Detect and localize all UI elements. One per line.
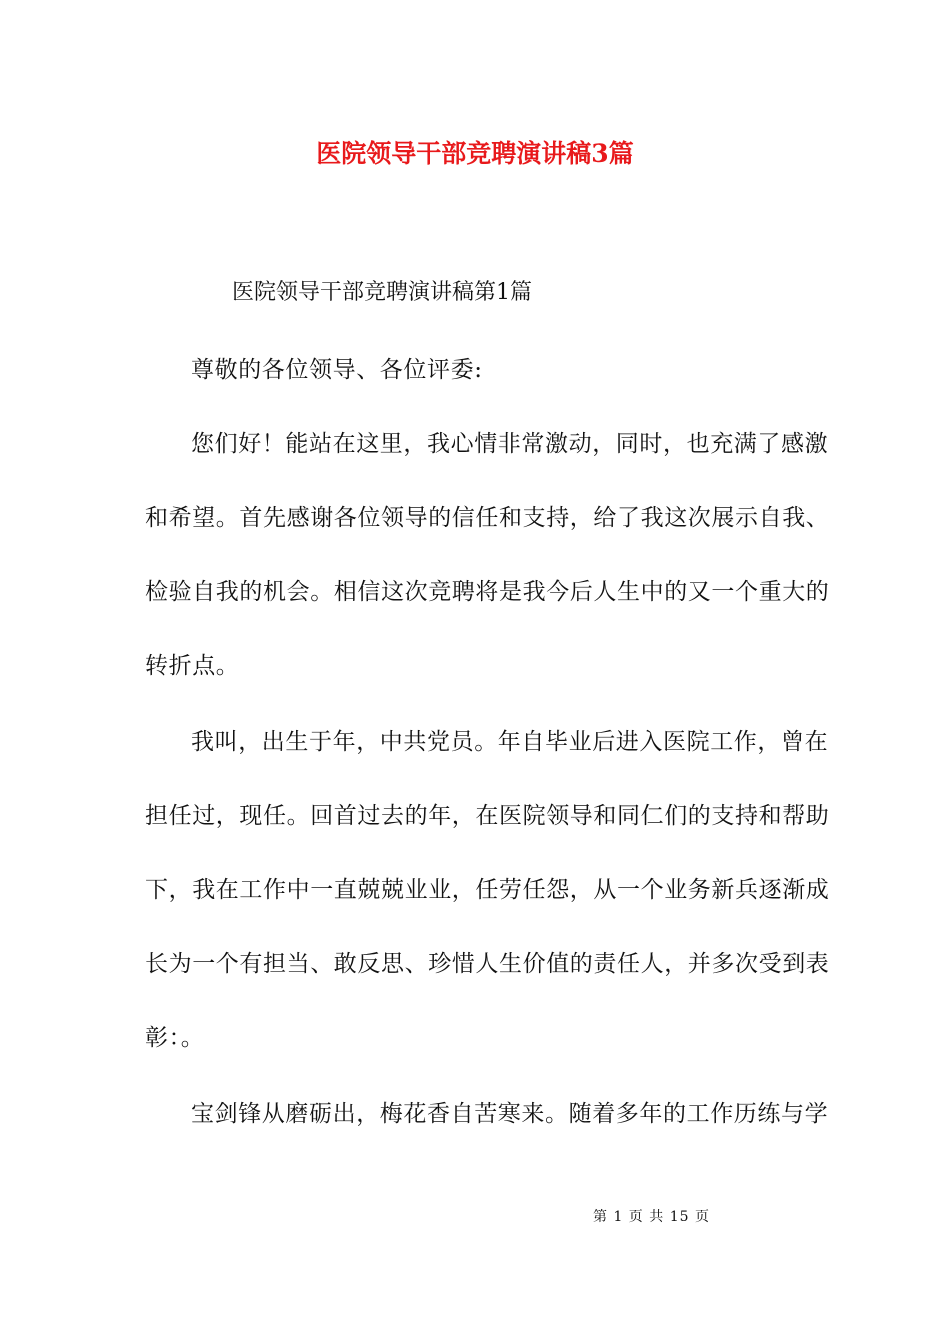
body-line: 下，我在工作中一直兢兢业业，任劳任怨，从一个业务新兵逐渐成 (145, 877, 830, 903)
body-line: 您们好！能站在这里，我心情非常激动，同时，也充满了感激 (191, 431, 829, 457)
document-title: 医院领导干部竞聘演讲稿3篇 (316, 139, 634, 168)
body-line: 和希望。首先感谢各位领导的信任和支持，给了我这次展示自我、 (145, 505, 830, 531)
body-line: 长为一个有担当、敢反思、珍惜人生价值的责任人，并多次受到表 (145, 951, 830, 977)
salutation-line: 尊敬的各位领导、各位评委: (191, 357, 483, 383)
body-line: 检验自我的机会。相信这次竞聘将是我今后人生中的又一个重大的 (145, 579, 830, 605)
body-line: 我叫，出生于年，中共党员。年自毕业后进入医院工作，曾在 (191, 729, 829, 755)
section-heading: 医院领导干部竞聘演讲稿第1篇 (232, 280, 532, 305)
body-line: 转折点。 (145, 653, 240, 679)
page-number-footer: 第 1 页 共 15 页 (593, 1209, 710, 1225)
body-line: 担任过，现任。回首过去的年，在医院领导和同仁们的支持和帮助 (145, 803, 830, 829)
body-line: 彰：。 (145, 1025, 205, 1051)
body-line: 宝剑锋从磨砺出，梅花香自苦寒来。随着多年的工作历练与学 (191, 1101, 829, 1127)
